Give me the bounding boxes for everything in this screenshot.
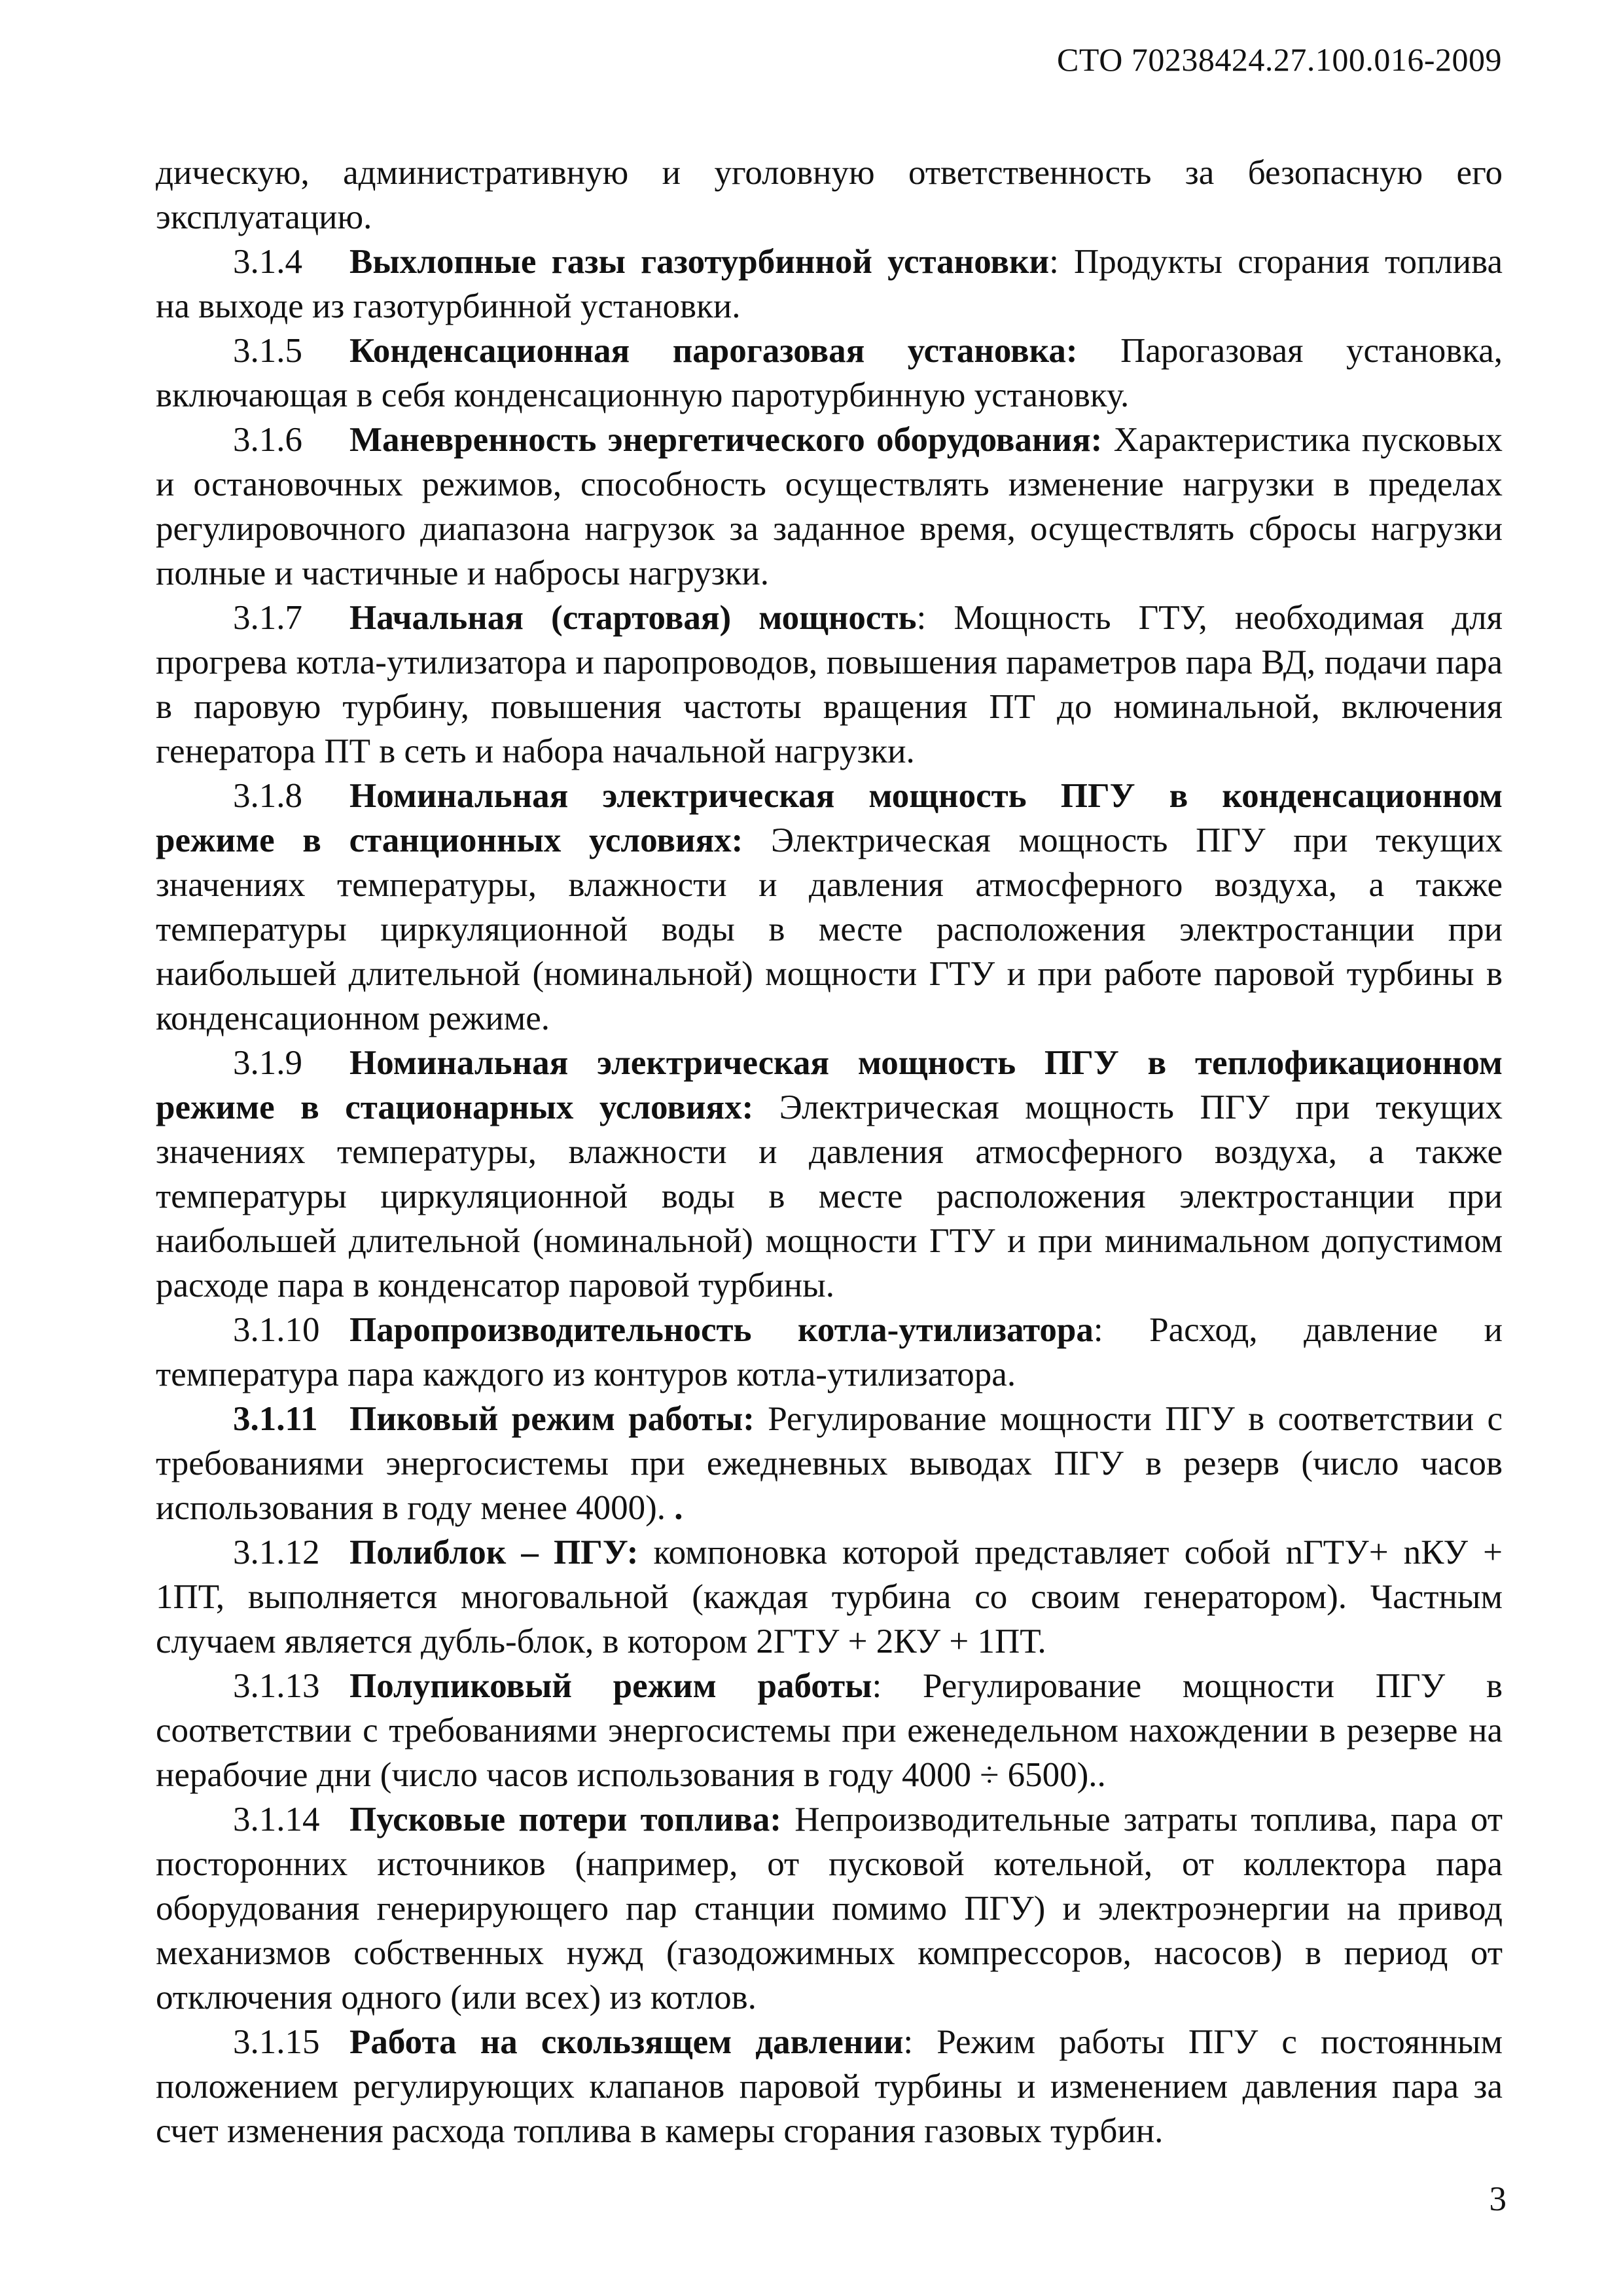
definition-text: Электрическая мощность ПГУ при текущих значениях температуры, влажности и давления атмосферного воздуха, а также температуры циркуляционной воды в месте расположения электростанции при наибольшей длительной (номинальной) мощности ГТУ и при работе паровой турбины в конденсационном режиме. [156,821,1503,1037]
defined-term: Паропроизводительность котла-утилизатора [349,1311,1094,1349]
definition-paragraph [156,2020,1503,2153]
defined-term: Номинальная электрическая мощность ПГУ в теплофикационном режиме в стационарных условиях: [156,1044,1503,1126]
clause-number: 3.1.6 [233,421,302,459]
definition-tail: . [666,1489,683,1527]
defined-term: Полиблок – ПГУ: [349,1534,639,1571]
term-separator [753,1088,779,1126]
term-separator: : [916,599,954,637]
definition-text: Режим работы ПГУ с постоянным положением регулирующих клапанов паровой турбины и изменением давления пара за счет изменения расхода топлива в камеры сгорания газовых турбин. [156,2023,1503,2150]
definition-paragraph [156,1041,1503,1308]
clause-number: 3.1.11 [233,1400,318,1438]
clause-number: 3.1.10 [233,1311,320,1349]
clause-number: 3.1.7 [233,599,302,637]
definition-text: Регулирование мощности ПГУ в соответствии с требованиями энергосистемы при ежедневных выводах ПГУ в резерв (число часов использования в году менее 4000). [156,1400,1503,1527]
definition-text: компоновка которой представляет собой nГТУ+ nКУ + 1ПТ, выполняется многовальной (каждая турбина со своим генератором). Частным случаем является дубль-блок, в котором 2ГТУ + 2КУ + 1ПТ. [156,1534,1503,1660]
definition-paragraph [156,1397,1503,1530]
definition-paragraph [156,240,1503,329]
page-number: 3 [1489,2180,1507,2218]
clause-number: 3.1.15 [233,2023,320,2061]
term-separator: : [872,1667,923,1705]
definitions-list [156,240,1503,2153]
definition-paragraph [156,596,1503,774]
definition-paragraph [156,1308,1503,1397]
defined-term: Работа на скользящем давлении [349,2023,904,2061]
defined-term: Конденсационная парогазовая установка: [349,332,1078,370]
defined-term: Пусковые потери топлива: [349,1801,782,1839]
definition-paragraph [156,1530,1503,1664]
term-separator: : [1049,243,1074,281]
definition-text: Электрическая мощность ПГУ при текущих значениях температуры, влажности и давления атмосферного воздуха, а также температуры циркуляционной воды в месте расположения электростанции при наибольшей длительной (номинальной) мощности ГТУ и при минимальном допустимом расходе пара в конденсатор паровой турбины. [156,1088,1503,1304]
defined-term: Номинальная электрическая мощность ПГУ в конденсационном режиме в станционных условиях: [156,777,1503,859]
term-separator [781,1801,794,1839]
defined-term: Пиковый режим работы: [349,1400,755,1438]
clause-number: 3.1.5 [233,332,302,370]
definition-paragraph [156,418,1503,596]
clause-number: 3.1.4 [233,243,302,281]
defined-term: Маневренность энергетического оборудования: [349,421,1103,459]
defined-term: Полупиковый режим работы [349,1667,872,1705]
definition-text: Парогазовая установка, включающая в себя конденсационную паротурбинную установку. [156,332,1503,414]
term-separator [1078,332,1121,370]
definition-text: Расход, давление и температура пара каждого из контуров котла-утилизатора. [156,1311,1503,1393]
clause-number: 3.1.14 [233,1801,320,1839]
defined-term: Начальная (стартовая) мощность [349,599,917,637]
definition-paragraph [156,1797,1503,2020]
term-separator [1102,421,1113,459]
definition-text: Регулирование мощности ПГУ в соответствии с требованиями энергосистемы при еженедельном нахождении в резерве на нерабочие дни (число часов использования в году 4000 ÷ 6500).. [156,1667,1503,1794]
definition-text: Непроизводительные затраты топлива, пара от посторонних источников (например, от пусковой котельной, от коллектора пара оборудования генерирующего пар станции помимо ПГУ) и электроэнергии на привод механизмов собственных нужд (газодожимных компрессоров, насосов) в период от отключения одного (или всех) из котлов. [156,1801,1503,2017]
clause-number: 3.1.12 [233,1534,320,1571]
term-separator [755,1400,768,1438]
definition-text: Продукты сгорания топлива на выходе из газотурбинной установки. [156,243,1503,325]
definition-paragraph [156,329,1503,418]
term-separator: : [1093,1311,1150,1349]
continuation-paragraph: дическую, административную и уголовную ответственность за безопасную его эксплуатацию. [156,154,1503,236]
term-separator: : [903,2023,937,2061]
clause-number: 3.1.8 [233,777,302,815]
defined-term: Выхлопные газы газотурбинной установки [349,243,1050,281]
definition-text: Мощность ГТУ, необходимая для прогрева котла-утилизатора и паропроводов, повышения параметров пара ВД, подачи пара в паровую турбину, повышения частоты вращения ПТ до номинальной, включения генератора ПТ в сеть и набора начальной нагрузки. [156,599,1503,770]
definition-paragraph [156,774,1503,1041]
term-separator [743,821,771,859]
document-code-header: СТО 70238424.27.100.016-2009 [1057,41,1502,78]
definition-paragraph [156,1664,1503,1797]
document-body [156,151,1503,2153]
term-separator [638,1534,653,1571]
clause-number: 3.1.13 [233,1667,320,1705]
clause-number: 3.1.9 [233,1044,302,1082]
definition-text: Характеристика пусковых и остановочных режимов, способность осуществлять изменение нагрузки в пределах регулировочного диапазона нагрузок за заданное время, осуществлять сбросы нагрузки полные и частичные и набросы нагрузки. [156,421,1503,592]
